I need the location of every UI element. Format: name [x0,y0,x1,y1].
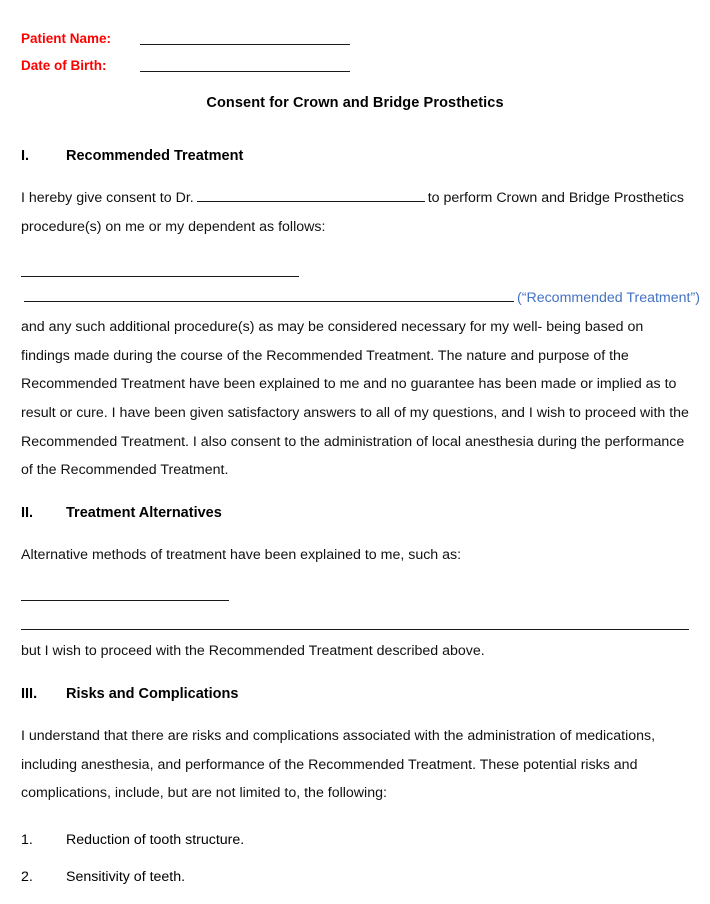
alternatives-fill-in-line-1[interactable] [21,600,229,601]
patient-info-block [21,21,681,75]
consent-paragraph-body: and any such additional procedure(s) as may be considered necessary for my well- being based on findings made during the course of the Recommended Treatment. The nature and purpose of the Recommended Treatment have been explained to me and no guarantee has been made or implied as to result or cure. I have been given satisfactory answers to all of my questions, and I wish to proceed with the Recommended Treatment. I also consent to the administration of local anesthesia during the performance of the Recommended Treatment. [21,318,689,479]
alternatives-blank-row-1 [21,580,689,609]
section-heading-risks-and-complications [21,684,689,705]
procedure-fill-in-line-2[interactable] [24,288,514,302]
section-numeral-two: II. [21,505,34,522]
document-title: Consent for Crown and Bridge Prosthetics [206,95,504,111]
consent-lead-before-blank: I hereby give consent to Dr. [21,190,194,206]
spacer [21,485,689,503]
list-item [21,867,689,888]
spacer [21,570,689,580]
section-title-one: Recommended Treatment [66,148,244,164]
risk-number: 1. [21,831,33,848]
spacer [21,241,689,255]
alternatives-closing-paragraph: but I wish to proceed with the Recommended Treatment described above. [21,643,485,660]
doctor-name-fill-in-line[interactable] [197,188,425,202]
patient-name-row [21,21,681,48]
patient-name-fill-in-line[interactable] [140,44,350,45]
alternatives-fill-in-line-2[interactable] [21,629,689,630]
list-item [21,830,689,851]
risk-text: Sensitivity of teeth. [66,868,186,885]
spacer [21,808,689,830]
patient-name-label: Patient Name: [21,31,112,46]
section-numeral-three: III. [21,685,38,702]
spacer [21,666,689,684]
procedure-fill-in-line-1[interactable] [21,276,299,277]
alternatives-intro-paragraph: Alternative methods of treatment have been explained to me, such as: [21,547,462,564]
section-heading-recommended-treatment [21,146,689,167]
section-title-three: Risks and Complications [66,685,239,702]
section-heading-treatment-alternatives [21,503,689,524]
risks-intro-paragraph: I understand that there are risks and complications associated with the administration of medications, including anesthesia, and performance of the Recommended Treatment. These potential risks and complications, include, but are not limited to, the following: [21,727,656,802]
document-body [21,146,700,904]
risks-list [21,830,689,888]
alternatives-blank-row-2 [21,608,689,637]
consent-paragraph-lead [21,184,689,241]
section-numeral-one: I. [21,148,30,164]
defined-term-recommended-treatment: (“Recommended Treatment”) [517,290,700,307]
procedure-blank-row-2 [21,284,700,313]
risk-text: Reduction of tooth structure. [66,831,245,848]
date-of-birth-label: Date of Birth: [21,58,107,73]
procedure-blank-row-1 [21,255,689,284]
section-title-two: Treatment Alternatives [66,505,222,522]
consent-lead-after-blank: to perform Crown and Bridge Prosthetics procedure(s) on me or my dependent as follows: [21,190,684,235]
date-of-birth-fill-in-line[interactable] [140,71,350,72]
date-of-birth-row [21,48,681,75]
risk-number: 2. [21,868,33,885]
